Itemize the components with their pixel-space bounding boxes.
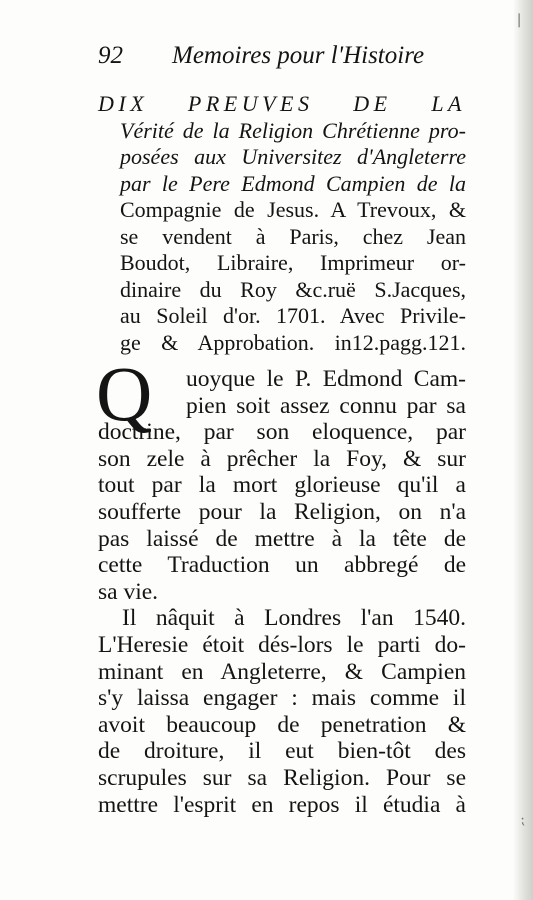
- body-line: de droiture, il eut bien-tôt des: [98, 738, 466, 765]
- body-line: doctrine, par son eloquence, par: [98, 419, 466, 446]
- title-line: Boudot, Libraire, Imprimeur or-: [120, 250, 466, 275]
- body-line: son zele à prêcher la Foy, & sur: [98, 445, 466, 472]
- title-line: dinaire du Roy &c.ruë S.Jacques,: [120, 276, 466, 302]
- body-line: s'y laissa engager : mais comme il: [98, 685, 466, 712]
- title-line: ge & Approbation. in12.pagg.121.: [120, 329, 466, 355]
- body-line: mettre l'esprit en repos il étudia à: [98, 791, 466, 818]
- title-line: DIX PREUVES DE LA: [98, 91, 466, 116]
- title-line: Compagnie de Jesus. A Trevoux, &: [120, 197, 466, 222]
- page-number: 92: [98, 42, 123, 69]
- body-line: avoit beaucoup de penetration &: [98, 711, 466, 738]
- title-line: au Soleil d'or. 1701. Avec Privile-: [120, 303, 466, 328]
- drop-cap: Q: [96, 350, 153, 437]
- body-line: Il nâquit à Londres l'an 1540.: [122, 605, 466, 632]
- title-line: Vérité de la Religion Chrétienne pro-: [120, 117, 466, 143]
- body-text: [96, 350, 466, 818]
- title-line: se vendent à Paris, chez Jean: [120, 223, 466, 249]
- title-line: par le Pere Edmond Campien de la: [120, 170, 466, 196]
- body-line: L'Heresie étoit dés-lors le parti do-: [98, 631, 466, 658]
- book-title-block: [98, 91, 466, 356]
- body-line: soufferte pour la Religion, on n'a: [98, 498, 466, 525]
- body-line: scrupules sur sa Religion. Pour se: [98, 764, 466, 791]
- body-line: cette Traduction un abbregé de: [98, 552, 466, 579]
- page-gutter-shadow: [513, 0, 533, 900]
- body-line: sa vie.: [98, 578, 159, 605]
- running-head: Memoires pour l'Histoire: [172, 42, 425, 69]
- body-line: uoyque le P. Edmond Cam-: [186, 366, 466, 392]
- page-header: [98, 38, 468, 78]
- body-line: minant en Angleterre, & Campien: [98, 658, 466, 685]
- body-line: tout par la mort glorieuse qu'il a: [98, 472, 466, 499]
- body-line: pas laissé de mettre à la tête de: [98, 525, 466, 552]
- body-line: pien soit assez connu par sa: [186, 392, 466, 419]
- gutter-mark: ⁏: [520, 813, 525, 828]
- title-line: posées aux Universitez d'Angleterre: [120, 144, 466, 169]
- gutter-mark: ❘: [513, 13, 525, 28]
